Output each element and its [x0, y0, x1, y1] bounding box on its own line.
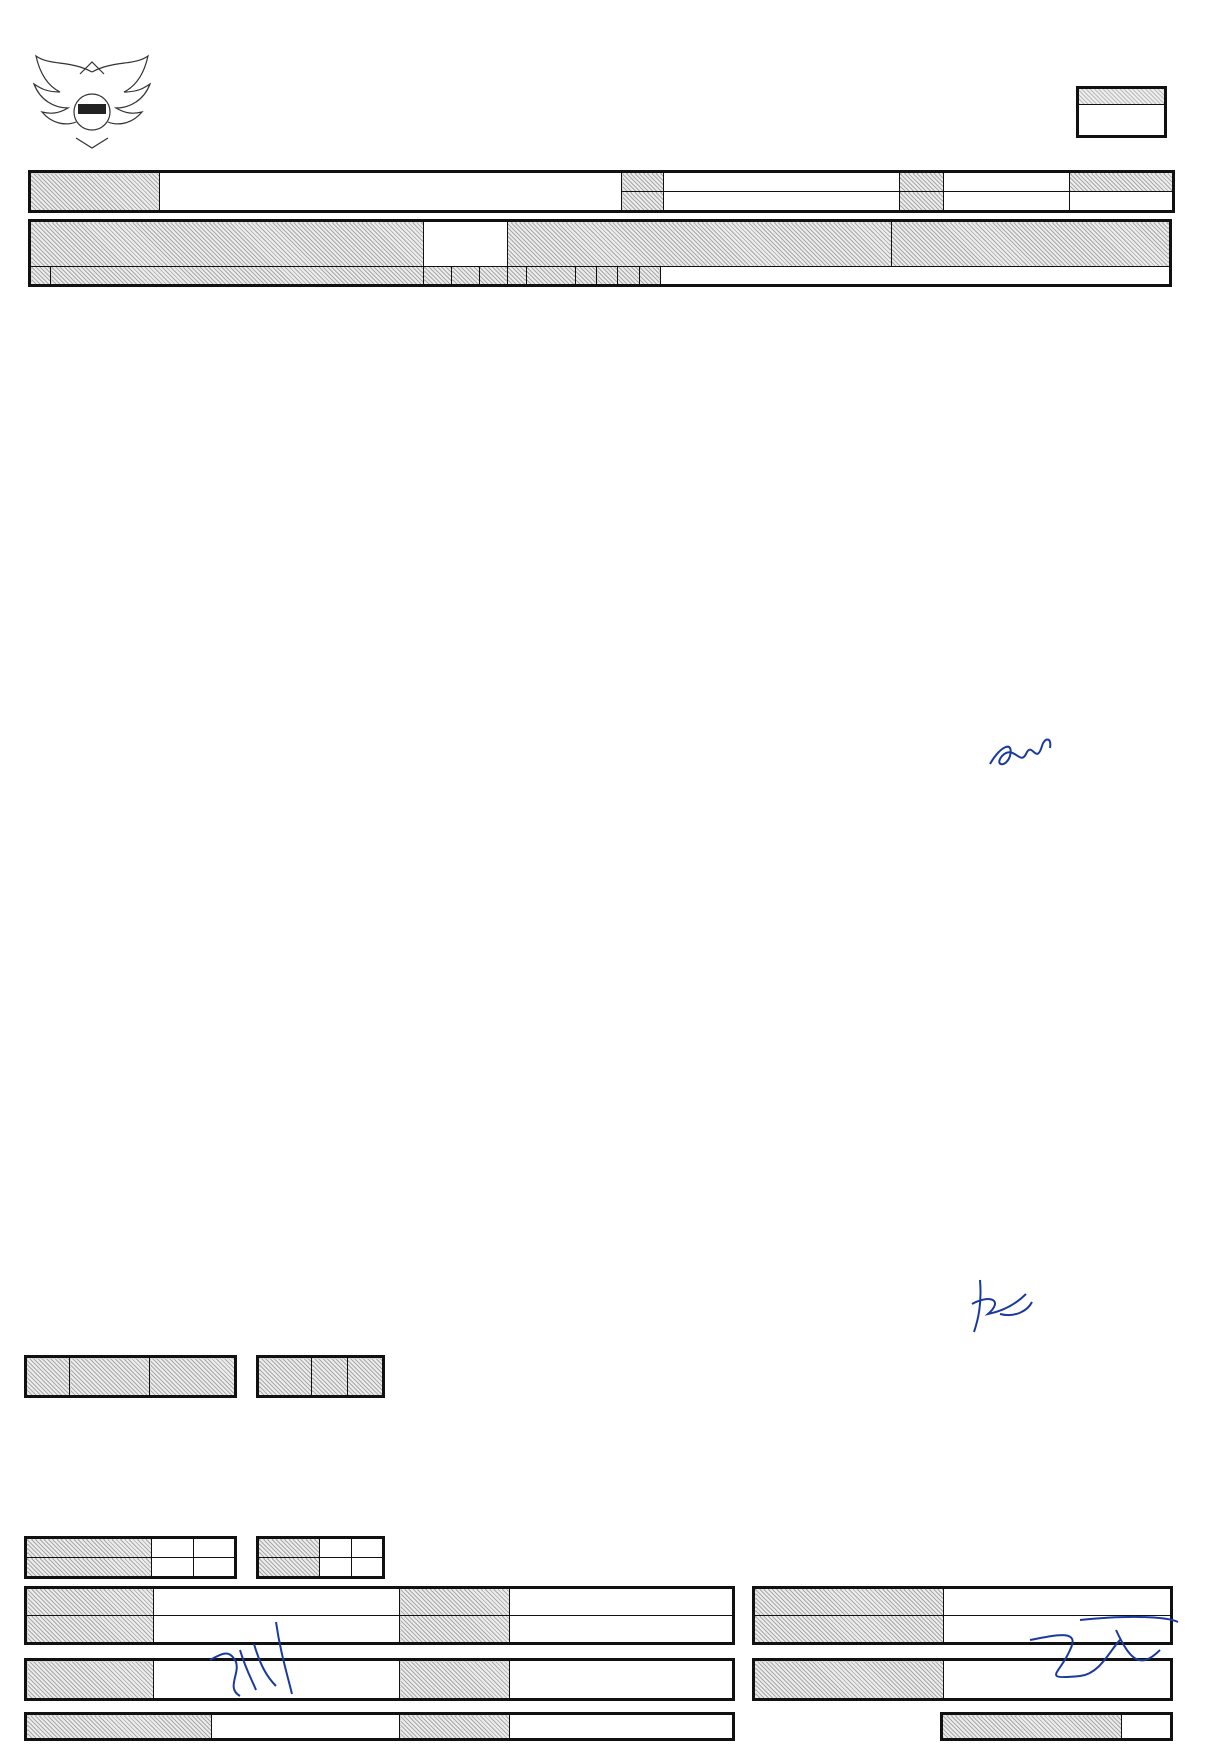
- signature-secretary-icon: [1020, 1610, 1180, 1690]
- signature-chief-ref-icon: [200, 1610, 320, 1700]
- team_a-col-pos: [452, 267, 480, 286]
- sig-label-bottom: [400, 1714, 510, 1740]
- line-ref-1: [510, 1588, 734, 1616]
- start-hour: [152, 1538, 194, 1558]
- team_a-col-name: [51, 267, 424, 286]
- city-label: [622, 172, 664, 192]
- line-ref-label-1: [400, 1588, 510, 1616]
- line-ref-label-2: [400, 1616, 510, 1644]
- timeout-b-sec: [352, 1558, 384, 1578]
- signature-team-a-icon: [980, 726, 1080, 776]
- end-label: [26, 1558, 152, 1578]
- team-a-section: [28, 219, 1172, 287]
- col-gk-a: [312, 1357, 348, 1397]
- col-period: [26, 1357, 70, 1397]
- remarks-label: [942, 1714, 1122, 1740]
- start-label: [26, 1538, 152, 1558]
- date-value: [944, 172, 1070, 192]
- time-label: [900, 192, 944, 212]
- inspector-label: [754, 1588, 944, 1616]
- team_a-penalties-header: [891, 221, 1170, 267]
- sig-chief2-label: [400, 1660, 510, 1700]
- city-value: [664, 172, 900, 192]
- chief-ref-label-2: [26, 1616, 154, 1644]
- end-hour: [152, 1558, 194, 1578]
- match-number-box: [1076, 86, 1167, 138]
- col-gk-b: [348, 1357, 384, 1397]
- sig-secretary-label: [754, 1660, 944, 1700]
- competition-name: [160, 172, 622, 212]
- signature-team-b-icon: [960, 1274, 1050, 1334]
- secretary-label: [754, 1616, 944, 1644]
- officials-table-left: [24, 1586, 735, 1645]
- periods-table: [24, 1355, 237, 1398]
- team_a-col-a1: [597, 267, 618, 286]
- team_a-table: [28, 219, 1172, 287]
- timeout-table: [256, 1536, 385, 1579]
- end-min: [194, 1558, 236, 1578]
- remarks-table: [940, 1712, 1173, 1741]
- goalkeepers-table: [256, 1355, 385, 1398]
- spectators-label: [1070, 172, 1174, 192]
- date-label: [900, 172, 944, 192]
- spectators-value: [1070, 192, 1174, 212]
- team_a-col-time: [526, 267, 575, 286]
- team_a-col-a2: [618, 267, 639, 286]
- sig-chief-label: [26, 1660, 154, 1700]
- team_a-col-ka: [424, 267, 452, 286]
- team_a-goals-header: [507, 221, 891, 267]
- fhr-eagle-logo: [30, 52, 154, 156]
- start-min: [194, 1538, 236, 1558]
- competition-ref-table: [24, 1712, 735, 1741]
- col-goals: [70, 1357, 150, 1397]
- competition-label: [30, 172, 160, 212]
- team_a-label: [30, 221, 424, 267]
- line-ref-2: [510, 1616, 734, 1644]
- team_a-col-hash: [507, 267, 526, 286]
- match-time-table: [24, 1536, 237, 1579]
- team_a-col-g: [575, 267, 596, 286]
- timeout-b-min: [320, 1558, 352, 1578]
- match-number-label: [1079, 89, 1164, 105]
- chief-ref-label-1: [26, 1588, 154, 1616]
- remarks-value: [1122, 1714, 1172, 1740]
- arena-value: [664, 192, 900, 212]
- team_a-col-is: [639, 267, 660, 286]
- team_a-name-cell: [424, 221, 507, 267]
- competition-ref-label: [26, 1714, 212, 1740]
- signatures-table-left: [24, 1658, 735, 1701]
- col-gk-time: [258, 1357, 312, 1397]
- timeout-b-label: [258, 1558, 320, 1578]
- col-penalty: [150, 1357, 236, 1397]
- arena-label: [622, 192, 664, 212]
- time-value: [944, 192, 1070, 212]
- timeout-a-label: [258, 1538, 320, 1558]
- team_a-col-play: [479, 267, 507, 286]
- match-info-table: [28, 170, 1175, 213]
- team_a-label-text: [33, 236, 53, 251]
- team_a-col-no: [30, 267, 51, 286]
